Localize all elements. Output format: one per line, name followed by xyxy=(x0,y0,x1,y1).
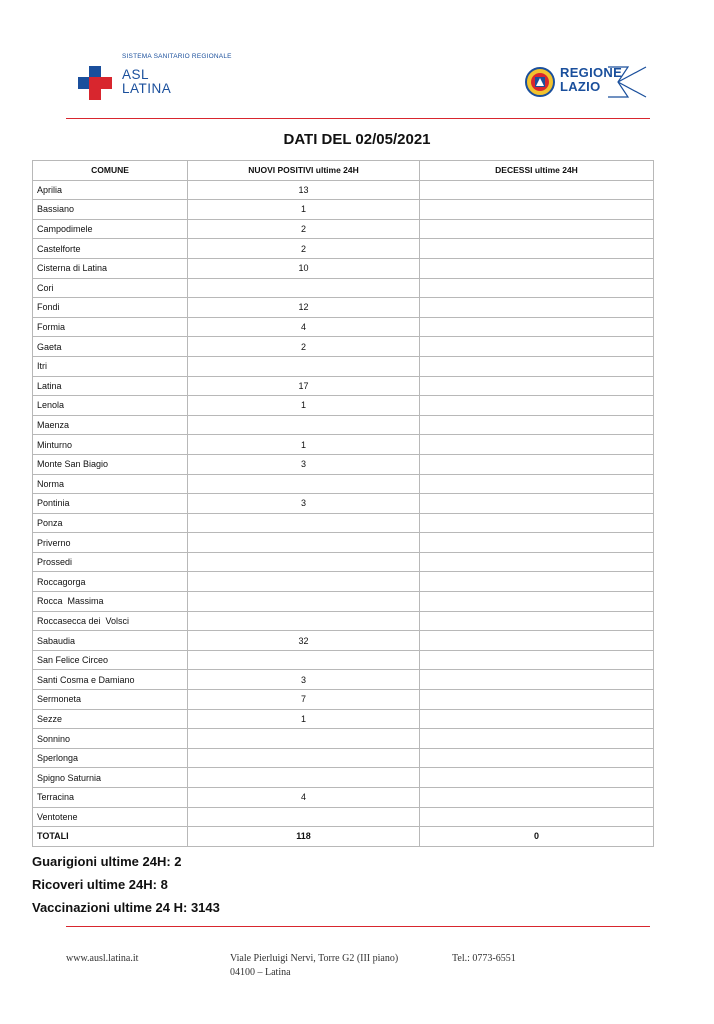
table-row xyxy=(33,611,654,631)
cell-nuovi-positivi: 2 xyxy=(188,239,420,259)
cell-nuovi-positivi xyxy=(188,533,420,553)
cell-decessi xyxy=(420,729,654,749)
table-row xyxy=(33,435,654,455)
footer-divider xyxy=(66,926,650,927)
table-row xyxy=(33,533,654,553)
cell-comune: Sperlonga xyxy=(33,748,188,768)
cell-decessi xyxy=(420,552,654,572)
cell-comune: Prossedi xyxy=(33,552,188,572)
cell-comune: Spigno Saturnia xyxy=(33,768,188,788)
cell-decessi xyxy=(420,200,654,220)
table-row xyxy=(33,278,654,298)
cell-comune: San Felice Circeo xyxy=(33,650,188,670)
cell-decessi xyxy=(420,670,654,690)
cell-nuovi-positivi: 4 xyxy=(188,788,420,808)
cell-comune: Terracina xyxy=(33,788,188,808)
cell-comune: Roccagorga xyxy=(33,572,188,592)
cell-comune: Norma xyxy=(33,474,188,494)
table-row xyxy=(33,337,654,357)
cell-nuovi-positivi xyxy=(188,650,420,670)
cell-decessi xyxy=(420,533,654,553)
cell-comune: Cisterna di Latina xyxy=(33,258,188,278)
table-row xyxy=(33,415,654,435)
table-row xyxy=(33,572,654,592)
table-row xyxy=(33,298,654,318)
cell-comune: Rocca Massima xyxy=(33,592,188,612)
cell-decessi xyxy=(420,317,654,337)
regione-lazio-emblem-icon xyxy=(525,66,555,98)
table-row xyxy=(33,788,654,808)
table-row xyxy=(33,494,654,514)
cell-decessi xyxy=(420,239,654,259)
cell-nuovi-positivi xyxy=(188,513,420,533)
cell-nuovi-positivi xyxy=(188,748,420,768)
cell-comune: Ponza xyxy=(33,513,188,533)
cell-nuovi-positivi: 1 xyxy=(188,435,420,455)
table-row xyxy=(33,748,654,768)
asl-name-line2: LATINA xyxy=(122,81,172,96)
cell-nuovi-positivi: 13 xyxy=(188,180,420,200)
table-header-row xyxy=(33,161,654,181)
table-row xyxy=(33,709,654,729)
table-row xyxy=(33,258,654,278)
cell-comune: Lenola xyxy=(33,396,188,416)
table-row xyxy=(33,513,654,533)
cell-comune: Cori xyxy=(33,278,188,298)
asl-name xyxy=(122,68,171,96)
cell-nuovi-positivi xyxy=(188,572,420,592)
cell-comune: Formia xyxy=(33,317,188,337)
cell-decessi xyxy=(420,278,654,298)
cell-nuovi-positivi: 12 xyxy=(188,298,420,318)
table-row xyxy=(33,670,654,690)
cell-comune: Sezze xyxy=(33,709,188,729)
cell-comune: Sonnino xyxy=(33,729,188,749)
column-header-decessi: DECESSI ultime 24H xyxy=(420,161,654,181)
cell-nuovi-positivi xyxy=(188,611,420,631)
cell-comune: Maenza xyxy=(33,415,188,435)
cell-decessi xyxy=(420,454,654,474)
cell-comune: Aprilia xyxy=(33,180,188,200)
cell-nuovi-positivi: 32 xyxy=(188,631,420,651)
cell-comune: Castelforte xyxy=(33,239,188,259)
asl-subtitle: SISTEMA SANITARIO REGIONALE xyxy=(122,53,232,60)
footer-address-line1: Viale Pierluigi Nervi, Torre G2 (III piano) xyxy=(230,953,399,964)
cell-comune: Sermoneta xyxy=(33,690,188,710)
cell-comune: Bassiano xyxy=(33,200,188,220)
cell-nuovi-positivi: 3 xyxy=(188,494,420,514)
table-row xyxy=(33,729,654,749)
health-cross-icon xyxy=(78,66,112,100)
cell-comune: Roccasecca dei Volsci xyxy=(33,611,188,631)
comuni-table xyxy=(32,160,654,847)
cell-decessi xyxy=(420,376,654,396)
table-row xyxy=(33,631,654,651)
cell-total-nuovi-positivi: 118 xyxy=(188,827,420,847)
vaccinazioni-summary: Vaccinazioni ultime 24 H: 3143 xyxy=(32,900,220,915)
table-total-row xyxy=(33,827,654,847)
footer-phone: Tel.: 0773-6551 xyxy=(452,953,516,964)
table-row xyxy=(33,552,654,572)
cell-decessi xyxy=(420,219,654,239)
table-row xyxy=(33,690,654,710)
cell-total-decessi: 0 xyxy=(420,827,654,847)
cell-nuovi-positivi xyxy=(188,592,420,612)
cell-comune: Gaeta xyxy=(33,337,188,357)
column-header-nuovi-positivi: NUOVI POSITIVI ultime 24H xyxy=(188,161,420,181)
table-row xyxy=(33,396,654,416)
cell-comune: Sabaudia xyxy=(33,631,188,651)
cell-total-label: TOTALI xyxy=(33,827,188,847)
cell-decessi xyxy=(420,337,654,357)
cell-decessi xyxy=(420,298,654,318)
cell-decessi xyxy=(420,631,654,651)
cell-comune: Latina xyxy=(33,376,188,396)
cell-decessi xyxy=(420,709,654,729)
table-row xyxy=(33,474,654,494)
cell-comune: Fondi xyxy=(33,298,188,318)
cell-comune: Campodimele xyxy=(33,219,188,239)
cell-nuovi-positivi xyxy=(188,768,420,788)
cell-decessi xyxy=(420,396,654,416)
table-row xyxy=(33,219,654,239)
cell-nuovi-positivi: 3 xyxy=(188,670,420,690)
document-title: DATI DEL 02/05/2021 xyxy=(283,131,431,148)
cell-nuovi-positivi xyxy=(188,552,420,572)
cell-decessi xyxy=(420,494,654,514)
asl-latina-logo xyxy=(78,50,278,105)
cell-nuovi-positivi xyxy=(188,356,420,376)
cell-decessi xyxy=(420,650,654,670)
cell-comune: Minturno xyxy=(33,435,188,455)
cell-nuovi-positivi: 3 xyxy=(188,454,420,474)
cell-decessi xyxy=(420,690,654,710)
cell-nuovi-positivi: 10 xyxy=(188,258,420,278)
header-divider xyxy=(66,118,650,119)
cell-nuovi-positivi: 4 xyxy=(188,317,420,337)
cell-decessi xyxy=(420,788,654,808)
table-row xyxy=(33,650,654,670)
cell-decessi xyxy=(420,572,654,592)
cell-nuovi-positivi: 7 xyxy=(188,690,420,710)
regione-lazio-logo xyxy=(525,64,650,104)
ricoveri-summary: Ricoveri ultime 24H: 8 xyxy=(32,877,168,892)
cell-decessi xyxy=(420,180,654,200)
cell-decessi xyxy=(420,592,654,612)
cell-decessi xyxy=(420,807,654,827)
table-row xyxy=(33,200,654,220)
table-row xyxy=(33,768,654,788)
table-row xyxy=(33,180,654,200)
cell-nuovi-positivi xyxy=(188,474,420,494)
cell-decessi xyxy=(420,513,654,533)
cell-comune: Santi Cosma e Damiano xyxy=(33,670,188,690)
cell-comune: Monte San Biagio xyxy=(33,454,188,474)
cell-comune: Pontinia xyxy=(33,494,188,514)
column-header-comune: COMUNE xyxy=(33,161,188,181)
cell-comune: Priverno xyxy=(33,533,188,553)
table-row xyxy=(33,376,654,396)
cell-nuovi-positivi xyxy=(188,415,420,435)
cell-nuovi-positivi: 1 xyxy=(188,396,420,416)
cell-nuovi-positivi: 2 xyxy=(188,337,420,357)
region-line2: LAZIO xyxy=(560,79,601,94)
cell-comune: Itri xyxy=(33,356,188,376)
cell-decessi xyxy=(420,611,654,631)
regione-lazio-chevron-icon xyxy=(608,64,648,100)
region-line1: REGIONE xyxy=(560,65,623,80)
table-row xyxy=(33,239,654,259)
table-row xyxy=(33,807,654,827)
cell-nuovi-positivi: 1 xyxy=(188,200,420,220)
guarigioni-summary: Guarigioni ultime 24H: 2 xyxy=(32,854,182,869)
table-row xyxy=(33,592,654,612)
table-row xyxy=(33,356,654,376)
footer-website: www.ausl.latina.it xyxy=(66,953,139,964)
cell-nuovi-positivi: 17 xyxy=(188,376,420,396)
cell-decessi xyxy=(420,415,654,435)
asl-name-line1: ASL xyxy=(122,67,150,82)
cell-decessi xyxy=(420,474,654,494)
cell-nuovi-positivi xyxy=(188,278,420,298)
table-row xyxy=(33,454,654,474)
cell-decessi xyxy=(420,768,654,788)
table-row xyxy=(33,317,654,337)
cell-nuovi-positivi: 1 xyxy=(188,709,420,729)
cell-decessi xyxy=(420,748,654,768)
cell-nuovi-positivi: 2 xyxy=(188,219,420,239)
cell-nuovi-positivi xyxy=(188,729,420,749)
cell-comune: Ventotene xyxy=(33,807,188,827)
cell-decessi xyxy=(420,435,654,455)
footer-address-line2: 04100 – Latina xyxy=(230,967,291,978)
cell-nuovi-positivi xyxy=(188,807,420,827)
cell-decessi xyxy=(420,356,654,376)
cell-decessi xyxy=(420,258,654,278)
